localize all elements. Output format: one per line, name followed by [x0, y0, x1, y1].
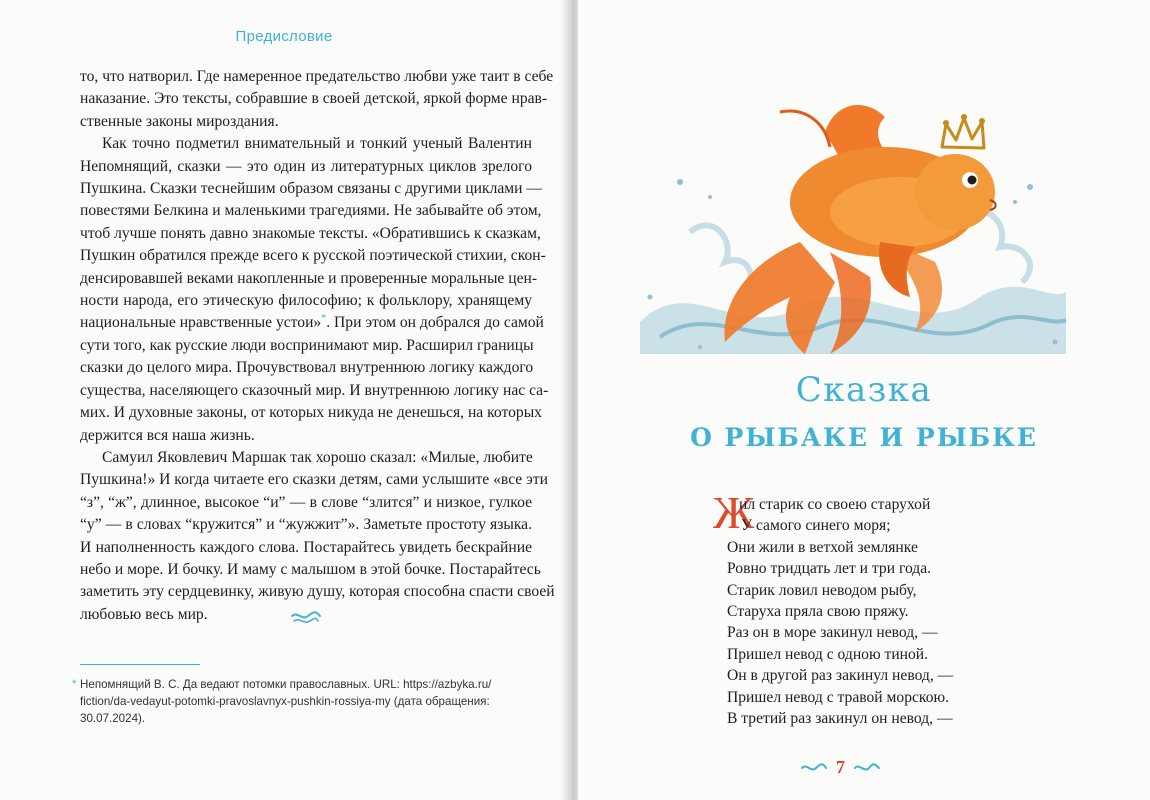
text-line: денсировавшей веками накопленные и проверенные моральные цен-	[80, 269, 538, 287]
poem-line: Раз он в море закинул невод, —	[727, 624, 938, 642]
wave-ornament-icon	[853, 762, 881, 774]
text-line: небо и море. И бочку. И маму с малышом в этой бочке. Постарайтесь	[80, 560, 541, 578]
text-line: то, что натворил. Где намеренное предательство любви уже таит в себе	[80, 68, 554, 85]
text-line: сути того, как русские люди воспринимают мир. Расширил границы	[80, 336, 534, 354]
poem-line: Старик ловил неводом рыбу,	[727, 581, 917, 599]
footnote-ref-marker[interactable]: *	[321, 313, 327, 325]
text-fragment: национальные нравственные устои»	[80, 314, 322, 332]
page-number-block	[800, 757, 881, 778]
footnote	[72, 676, 520, 727]
left-page	[0, 0, 568, 800]
footnote-marker: *	[72, 678, 77, 690]
poem-line: Они жили в ветхой землянке	[727, 538, 918, 556]
poem-text	[727, 494, 954, 729]
footnote-line: Непомнящий В. С. Да ведают потомки православных. URL: https://azbyka.ru/	[80, 678, 492, 691]
drop-cap: Ж	[713, 487, 755, 538]
poem-line: Ровно тридцать лет и три года.	[727, 560, 932, 578]
text-line: “у” — в словах “кружится” и “жужжит”». Заметьте простоту языка.	[80, 516, 532, 534]
text-line: “з”, “ж”, длинное, высокое “и” — в слове “злится” и низкое, гулкое	[80, 493, 532, 511]
goldfish-illustration	[630, 92, 1070, 364]
footnote-line: fiction/da-vedayut-potomki-pravoslavnyx-pushkin-rossiya-my (дата обращения:	[80, 695, 490, 708]
text-line: держится вся наша жизнь.	[80, 426, 255, 444]
poem-line: У самого синего моря;	[741, 517, 891, 535]
footnote-line: 30.07.2024).	[80, 712, 146, 725]
text-line: Пушкин обратился прежде всего к русской поэтической стихии, скон-	[80, 247, 546, 265]
text-line: повестями Белкина и маленькими трагедиями. Не забывайте об этом,	[80, 202, 542, 220]
wave-ornament-icon	[800, 762, 828, 774]
poem-line: Он в другой раз закинул невод, —	[727, 667, 954, 685]
poem-line: В третий раз закинул он невод, —	[727, 710, 953, 728]
poem-line: Пришел невод с одною тиной.	[727, 645, 929, 663]
fairy-tale-subtitle: О РЫБАКЕ И РЫБКЕ	[690, 423, 1038, 452]
text-line: Пушкина. Сказки теснейшим образом связаны с другими циклами —	[80, 180, 542, 198]
poem-line: Старуха пряла свою пряжу.	[727, 603, 909, 621]
text-line: сказки до целого мира. Прочувствовал внутреннюю логику каждого	[80, 359, 534, 377]
poem-line: Пришел невод с травой морскою.	[727, 688, 950, 706]
fairy-tale-title: Сказка	[795, 370, 933, 410]
text-line: Как точно подметил внимательный и тонкий ученый Валентин	[102, 135, 532, 153]
text-line: чтоб лучше понять давно знакомые тексты. «Обратившись к сказкам,	[80, 224, 541, 242]
crown-icon	[942, 114, 985, 148]
preface-text	[80, 66, 555, 626]
text-line: И наполненность каждого слова. Постарайтесь увидеть бескрайние	[80, 538, 532, 556]
text-line: ности народа, его этическую философию; к фольклору, хранящему	[80, 292, 532, 310]
running-head: Предисловие	[235, 28, 333, 45]
text-line: ственные законы мироздания.	[80, 112, 279, 130]
text-line-with-footnote: национальные нравственные устои»*. При этом он добрался до самой	[80, 313, 544, 332]
text-line: любовью весь мир.	[80, 605, 208, 623]
poem-line: ил старик со своею старухой	[739, 496, 931, 513]
wave-ornament-icon	[290, 611, 322, 625]
text-line: мих. И духовные законы, от которых никуда не денешься, на которых	[80, 404, 542, 422]
text-fragment: При этом он добрался до самой	[334, 314, 544, 332]
footnote-divider	[80, 664, 200, 665]
text-line: существа, населяющего сказочный мир. И внутреннюю логику нас са-	[80, 381, 549, 399]
text-line: наказание. Это тексты, собравшие в своей детской, яркой форме нрав-	[80, 90, 548, 108]
text-line: заметить эту сердцевинку, живую душу, которая способна спасти своей	[80, 583, 555, 601]
text-line: Непомнящий, сказки — это один из литературных циклов зрелого	[80, 157, 532, 175]
page-number: 7	[836, 757, 845, 777]
text-line: Пушкина!» И когда читаете его сказки детям, сами услышите «все эти	[80, 471, 548, 489]
text-line: Самуил Яковлевич Маршак так хорошо сказал: «Милые, любите	[102, 448, 533, 466]
